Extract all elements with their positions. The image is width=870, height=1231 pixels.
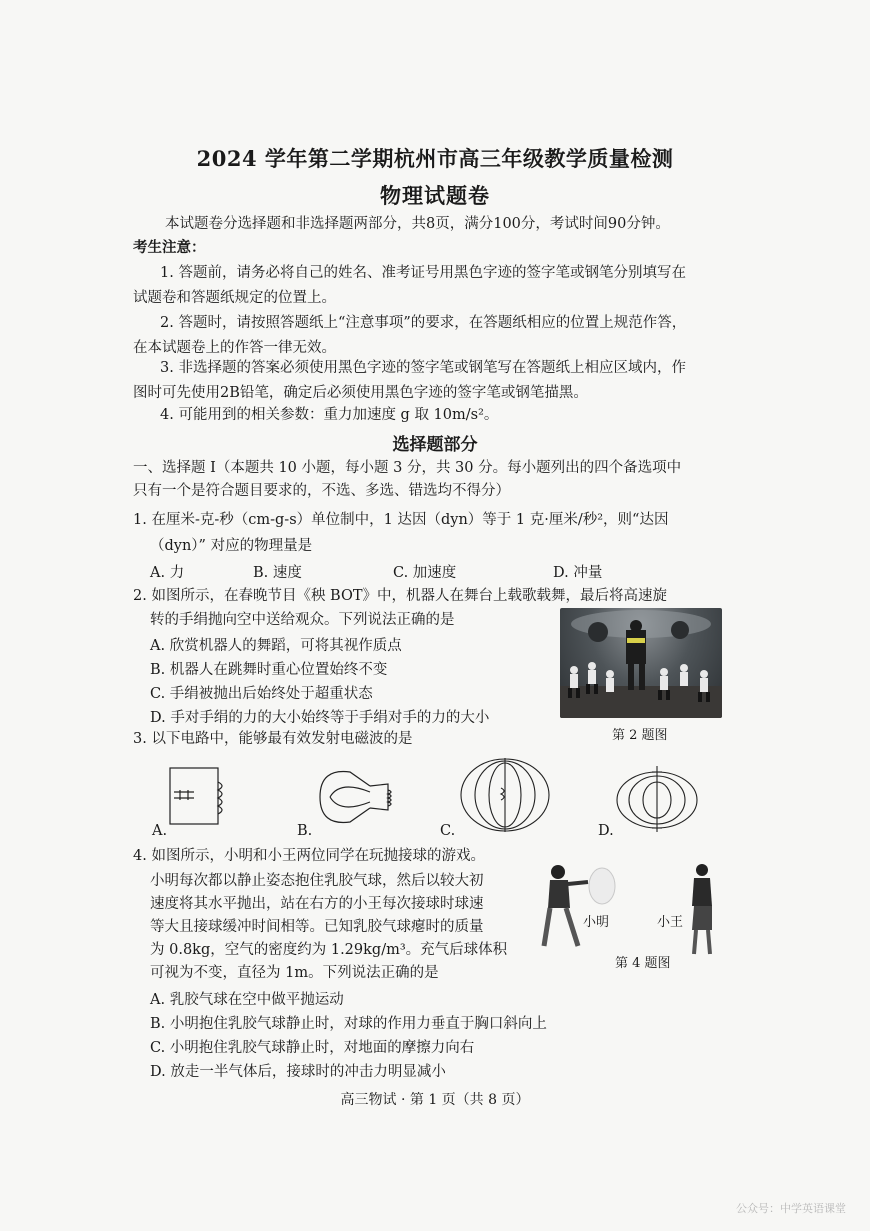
q1-line-2: （dyn）” 对应的物理量是 (150, 538, 313, 554)
q2-option-d: D. 手对手绢的力的大小始终等于手绢对手的力的大小 (150, 710, 490, 726)
xiaowang-figure (692, 864, 712, 954)
q2-line-1: 2. 如图所示，在春晚节目《秧 BOT》中，机器人在舞台上载歌载舞，最后将高速旋 (133, 588, 668, 604)
q2-option-b: B. 机器人在跳舞时重心位置始终不变 (150, 662, 388, 678)
circuit-b-diagram (310, 762, 410, 832)
notice-3-line-2: 图时可先使用2B铅笔，确定后必须使用黑色字迹的签字笔或钢笔描黑。 (133, 385, 588, 401)
q1-option-c: C. 加速度 (393, 565, 457, 581)
exam-title: 2024 学年第二学期杭州市高三年级教学质量检测 (196, 146, 674, 171)
section-title: 选择题部分 (392, 435, 478, 455)
part1-line-2: 只有一个是符合题目要求的，不选、多选、错选均不得分） (133, 483, 510, 499)
xiaoming-label: 小明 (583, 915, 610, 930)
notice-heading: 考生注意： (133, 239, 206, 256)
q2-option-c: C. 手绢被抛出后始终处于超重状态 (150, 686, 373, 702)
q3-option-b: B. (297, 823, 313, 839)
notice-1-line-1: 1. 答题前，请务必将自己的姓名、准考证号用黑色字迹的签字笔或钢笔分别填写在 (160, 265, 686, 281)
xiaowang-label: 小王 (657, 915, 684, 930)
q4-line-4: 等大且接球缓冲时间相等。已知乳胶气球瘪时的质量 (150, 919, 484, 935)
q4-line-2: 小明每次都以静止姿态抱住乳胶气球，然后以较大初 (150, 873, 484, 889)
page-footer: 高三物试 · 第 1 页（共 8 页） (340, 1092, 530, 1108)
circuit-d-diagram (612, 764, 702, 834)
ball-game-figure (536, 858, 722, 958)
xiaoming-figure (544, 865, 588, 946)
q2-option-a: A. 欣赏机器人的舞蹈，可将其视作质点 (150, 638, 402, 654)
exam-intro: 本试题卷分选择题和非选择题两部分，共8页，满分100分，考试时间90分钟。 (165, 216, 670, 232)
circuit-a-diagram (160, 760, 230, 830)
q1-option-a: A. 力 (150, 565, 185, 581)
q3-option-c: C. (440, 823, 456, 839)
q3-option-d: D. (598, 823, 614, 839)
q4-line-5: 为 0.8kg，空气的密度约为 1.29kg/m³。充气后球体积 (150, 942, 508, 958)
q4-option-a: A. 乳胶气球在空中做平抛运动 (150, 992, 344, 1008)
robot-dance-photo (560, 608, 722, 718)
part1-line-1: 一、选择题 I（本题共 10 小题，每小题 3 分，共 30 分。每小题列出的四个备选项中 (133, 460, 682, 476)
watermark: 公众号：中学英语课堂 (736, 1202, 846, 1215)
notice-2-line-2: 在本试题卷上的作答一律无效。 (133, 340, 336, 356)
q2-figure-caption: 第 2 题图 (612, 728, 668, 743)
notice-1-line-2: 试题卷和答题纸规定的位置上。 (133, 290, 336, 306)
circuit-c-diagram (455, 754, 555, 836)
q1-option-d: D. 冲量 (553, 565, 603, 581)
q2-line-2: 转的手绢抛向空中送给观众。下列说法正确的是 (150, 612, 455, 628)
q4-figure-caption: 第 4 题图 (615, 956, 671, 971)
q3-line-1: 3. 以下电路中，能够最有效发射电磁波的是 (133, 731, 413, 747)
notice-2-line-1: 2. 答题时，请按照答题纸上“注意事项”的要求，在答题纸相应的位置上规范作答， (160, 315, 687, 331)
q4-line-6: 可视为不变，直径为 1m。下列说法正确的是 (150, 965, 439, 981)
q3-option-a: A. (152, 823, 168, 839)
q1-option-b: B. 速度 (253, 565, 302, 581)
q4-line-3: 速度将其水平抛出，站在右方的小王每次接球时球速 (150, 896, 484, 912)
q1-line-1: 1. 在厘米-克-秒（cm-g-s）单位制中，1 达因（dyn）等于 1 克·厘米/秒²，则“达因 (133, 512, 669, 528)
notice-3-line-1: 3. 非选择题的答案必须使用黑色字迹的签字笔或钢笔写在答题纸上相应区域内，作 (160, 360, 686, 376)
q4-line-1: 4. 如图所示，小明和小王两位同学在玩抛接球的游戏。 (133, 848, 485, 864)
q4-option-d: D. 放走一半气体后，接球时的冲击力明显减小 (150, 1064, 446, 1080)
q4-option-c: C. 小明抱住乳胶气球静止时，对地面的摩擦力向右 (150, 1040, 475, 1056)
q4-option-b: B. 小明抱住乳胶气球静止时，对球的作用力垂直于胸口斜向上 (150, 1016, 547, 1032)
notice-4-line-1: 4. 可能用到的相关参数：重力加速度 g 取 10m/s²。 (160, 407, 499, 423)
exam-subtitle: 物理试题卷 (380, 183, 490, 208)
